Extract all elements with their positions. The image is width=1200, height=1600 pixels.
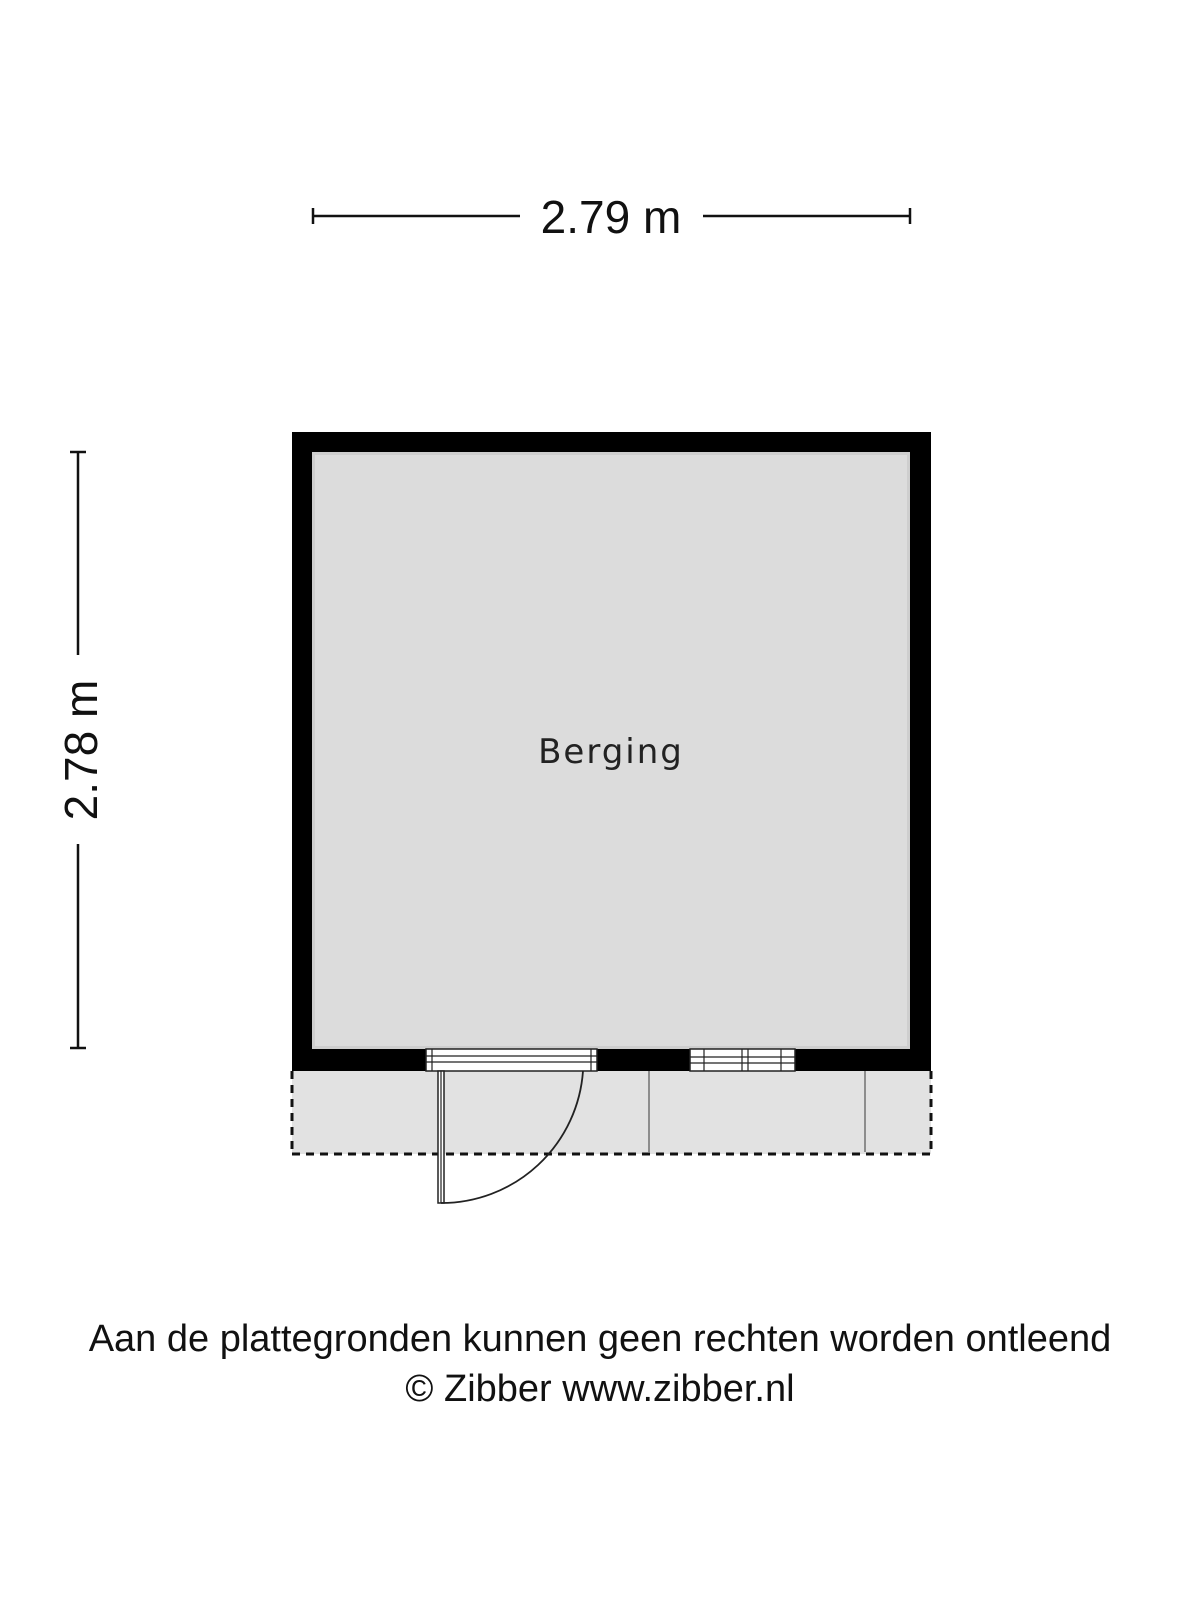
room-label-berging: Berging [538, 732, 684, 772]
height-label: 2.78 m [55, 679, 107, 821]
width-dimension [313, 191, 910, 243]
disclaimer-text: Aan de plattegronden kunnen geen rechten worden ontleend [88, 1318, 1112, 1360]
width-label: 2.79 m [540, 191, 682, 243]
height-dimension [55, 452, 107, 1048]
window [690, 1049, 795, 1071]
outside-area [292, 1071, 931, 1154]
copyright-text: © Zibber www.zibber.nl [405, 1368, 795, 1410]
